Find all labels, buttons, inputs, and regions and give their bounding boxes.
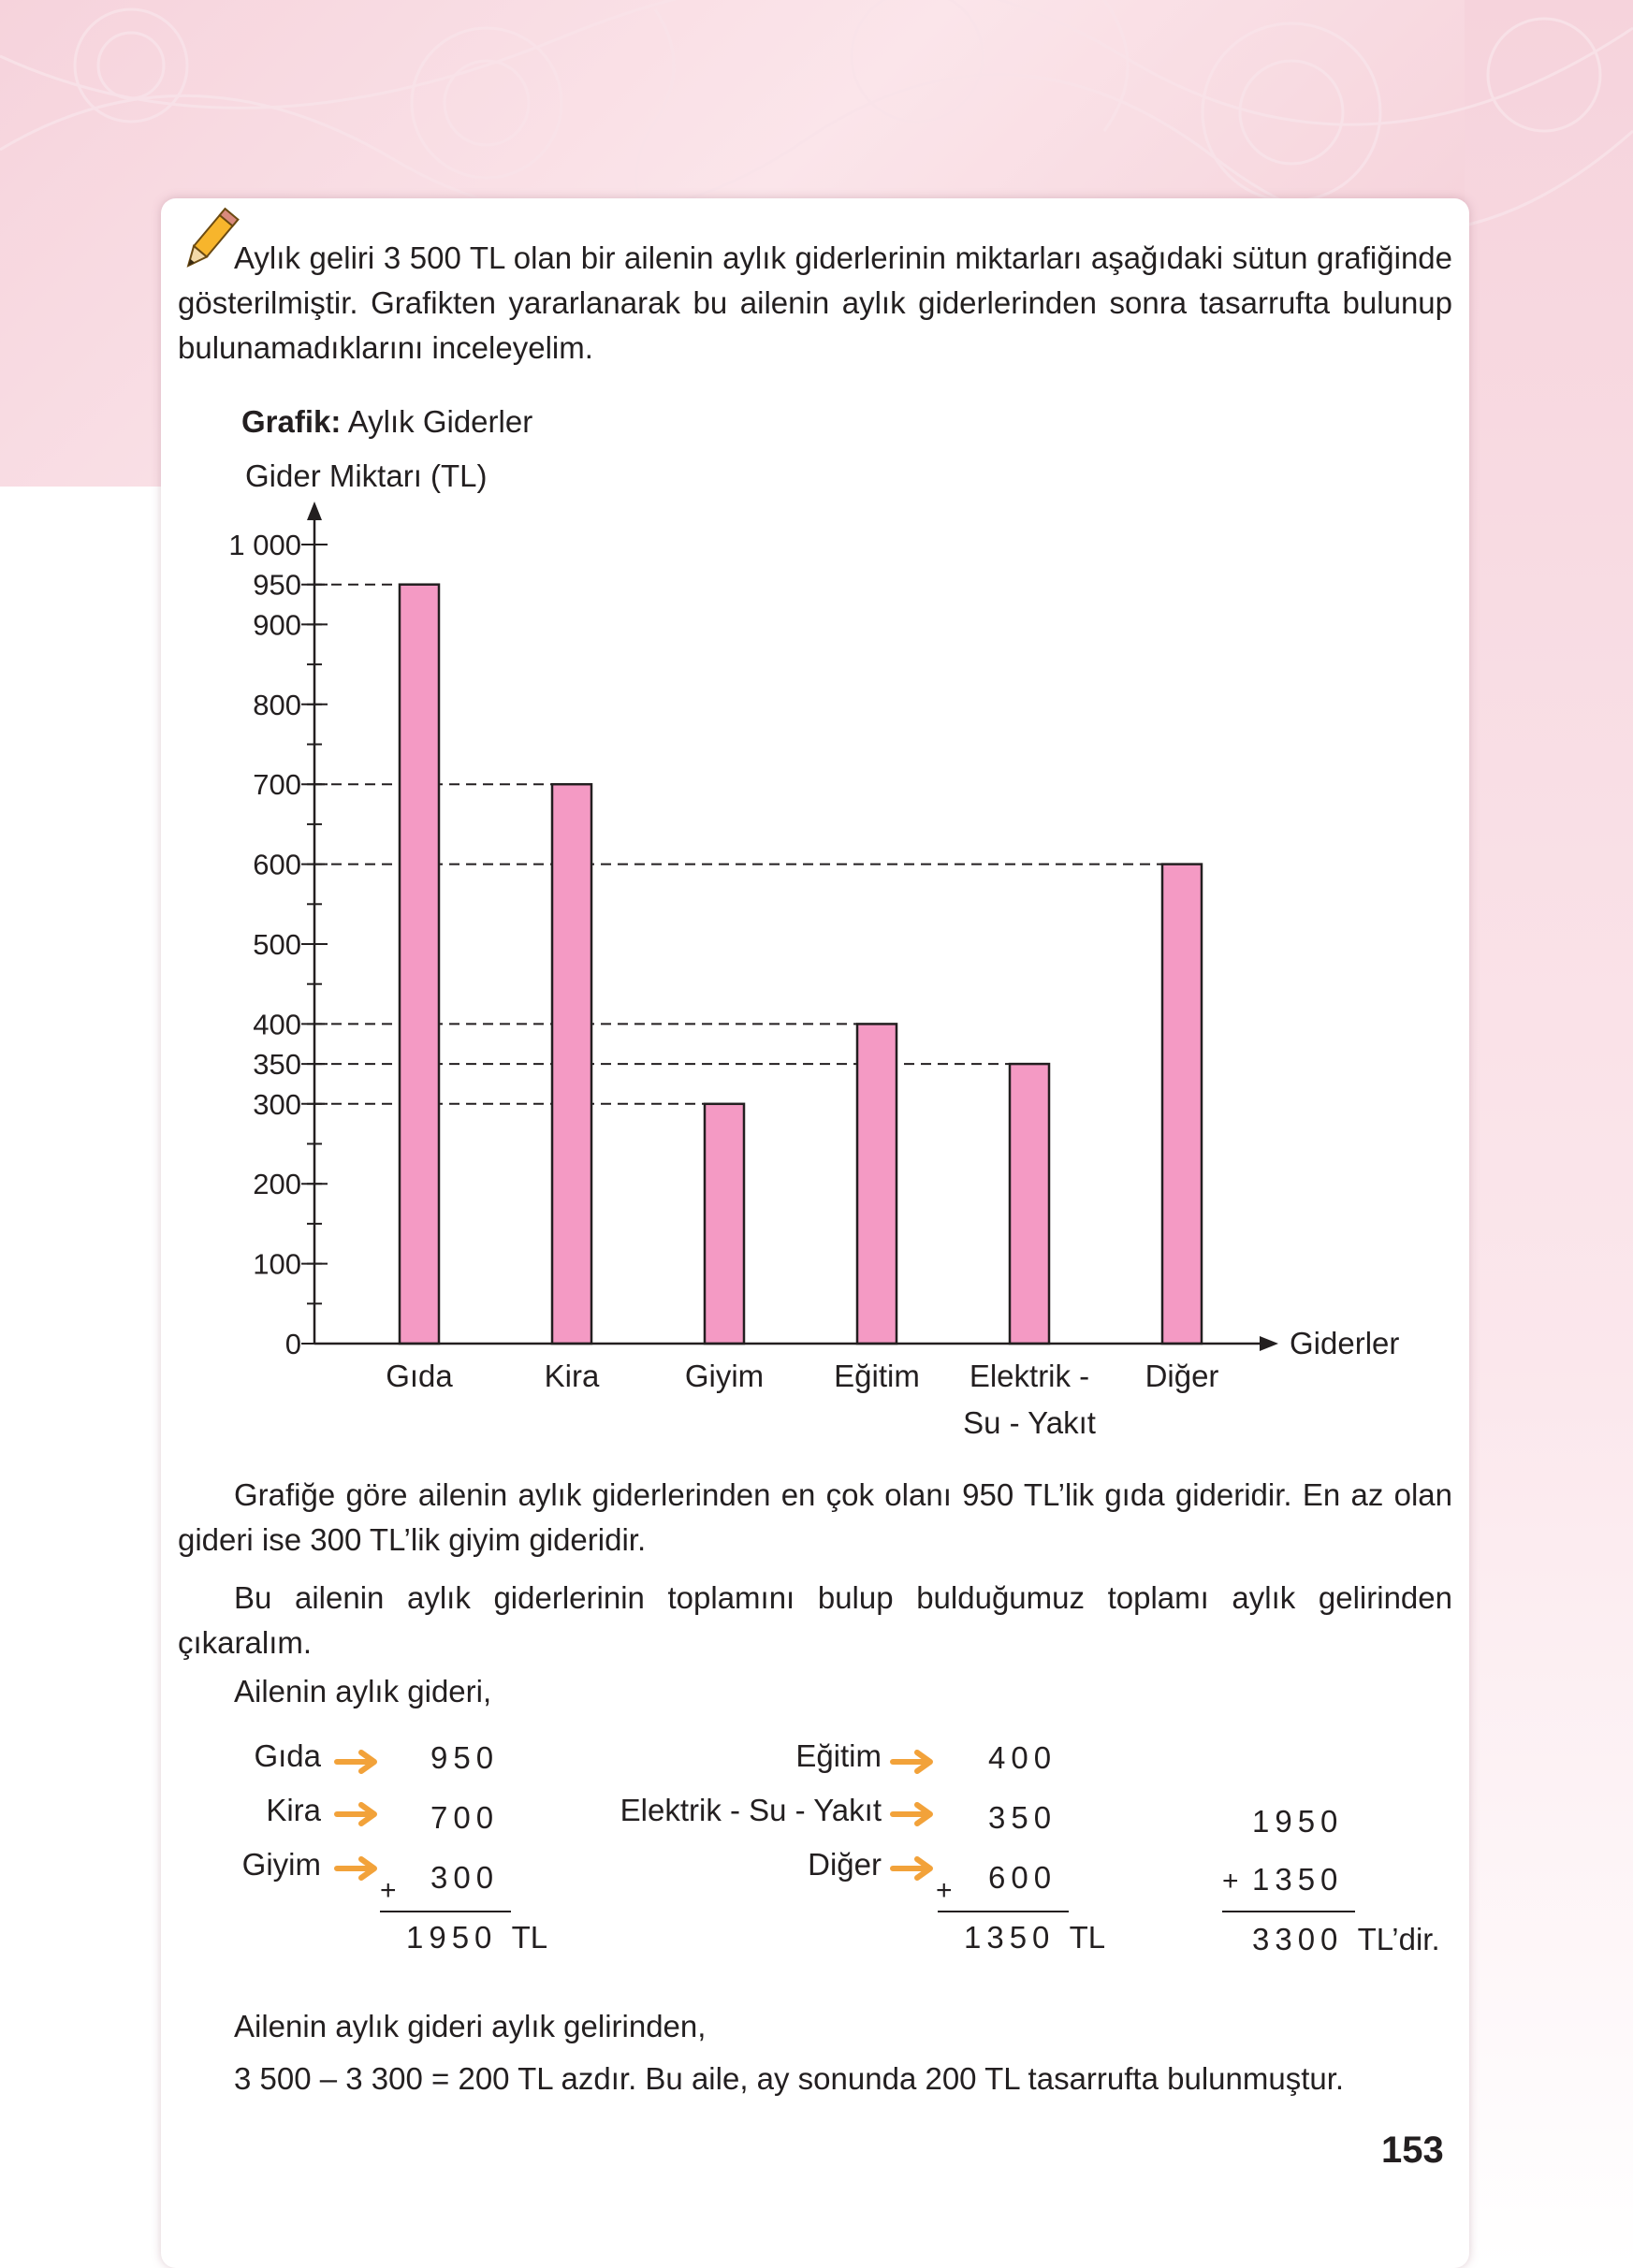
- x-category-label: Gıda: [386, 1359, 453, 1393]
- y-tick-label: 200: [253, 1168, 301, 1201]
- calc-label-gida: Gıda: [254, 1738, 321, 1773]
- bar-4: [857, 1024, 897, 1344]
- x-category-label: Kira: [544, 1359, 600, 1393]
- y-tick-label: 900: [253, 608, 301, 642]
- calc-value: 600: [988, 1860, 1057, 1895]
- calc-value: 700: [430, 1800, 500, 1835]
- arrow-right-icon: [333, 1748, 382, 1776]
- bar-3: [705, 1104, 744, 1344]
- calc-value: 950: [430, 1740, 500, 1775]
- x-category-label: Diğer: [1145, 1359, 1219, 1393]
- bar-1: [400, 585, 439, 1344]
- bar-2: [552, 784, 591, 1344]
- y-tick-label: 500: [253, 928, 301, 961]
- bar-5: [1010, 1064, 1049, 1344]
- arrow-right-icon: [333, 1800, 382, 1828]
- calc-value: 300: [430, 1860, 500, 1895]
- y-axis-arrowhead: [307, 502, 322, 520]
- y-tick-label: 400: [253, 1008, 301, 1041]
- x-category-label: Elektrik -: [969, 1359, 1090, 1393]
- x-category-label: Eğitim: [834, 1359, 920, 1393]
- calc-label-elektrik-su-yakit: Elektrik - Su - Yakıt: [620, 1793, 882, 1827]
- calc-value: 400: [988, 1740, 1057, 1775]
- calc-label-diger: Diğer: [808, 1847, 882, 1882]
- conclusion-line-2: 3 500 – 3 300 = 200 TL azdır. Bu aile, ay sonunda 200 TL tasarrufta bulunmuştur.: [234, 2061, 1345, 2096]
- y-tick-label: 300: [253, 1087, 301, 1121]
- arrow-right-icon: [889, 1800, 938, 1828]
- calc-value: 1350: [1252, 1862, 1344, 1897]
- calc-label-egitim: Eğitim: [795, 1738, 882, 1773]
- sum-line: [938, 1911, 1069, 1912]
- paragraph-3: Ailenin aylık gideri,: [234, 1674, 492, 1708]
- y-tick-label: 600: [253, 848, 301, 881]
- calc-total: 3300 TL’dir.: [1252, 1922, 1440, 1956]
- y-tick-label: 350: [253, 1048, 301, 1082]
- paragraph-2: Bu ailenin aylık giderlerinin toplamını bulup bulduğumuz toplamı aylık gelirinden çıkaralım.: [178, 1580, 1452, 1660]
- x-axis-arrowhead: [1260, 1336, 1278, 1351]
- y-tick-label: 1 000: [228, 529, 301, 561]
- calc-value: 350: [988, 1800, 1057, 1835]
- plus-sign: +: [1222, 1866, 1239, 1897]
- calc-total: 1350 TL: [964, 1920, 1106, 1955]
- y-tick-label: 950: [253, 568, 301, 602]
- y-tick-label: 700: [253, 768, 301, 802]
- intro-text: Aylık geliri 3 500 TL olan bir ailenin aylık giderlerinin miktarları aşağıdaki sütun grafiğinde gösterilmiştir. Grafikten yararlanarak bu ailenin aylık giderlerinden sonra tasarrufta bulunup bulunamadıklarını inceleyelim.: [178, 240, 1452, 365]
- arrow-right-icon: [889, 1748, 938, 1776]
- conclusion-line-1: Ailenin aylık gideri aylık gelirinden,: [234, 2009, 707, 2043]
- sum-line: [380, 1911, 511, 1912]
- y-axis-label: Gider Miktarı (TL): [245, 458, 488, 493]
- x-category-label: Su - Yakıt: [963, 1405, 1096, 1440]
- arrow-right-icon: [333, 1854, 382, 1883]
- x-category-label: Giyim: [684, 1359, 765, 1393]
- chart-heading: Grafik: Aylık Giderler: [241, 404, 533, 439]
- plus-sign: +: [936, 1875, 953, 1906]
- calc-label-kira: Kira: [266, 1793, 321, 1827]
- calc-label-giyim: Giyim: [241, 1847, 321, 1882]
- sum-line: [1222, 1911, 1355, 1912]
- bar-chart: [187, 458, 1441, 1450]
- y-tick-label: 800: [253, 688, 301, 721]
- calc-value: 1950: [1252, 1804, 1344, 1839]
- page-number: 153: [1381, 2130, 1444, 2171]
- x-axis-label: Giderler: [1290, 1326, 1400, 1360]
- plus-sign: +: [380, 1875, 397, 1906]
- calc-total: 1950 TL: [406, 1920, 548, 1955]
- paragraph-1: Grafiğe göre ailenin aylık giderlerinden en çok olanı 950 TL’lik gıda gideridir. En az olan gideri ise 300 TL’lik giyim gideridir.: [178, 1477, 1452, 1557]
- y-tick-label: 100: [253, 1247, 301, 1281]
- y-tick-label: 0: [284, 1328, 301, 1360]
- arrow-right-icon: [889, 1854, 938, 1883]
- bar-6: [1162, 865, 1202, 1344]
